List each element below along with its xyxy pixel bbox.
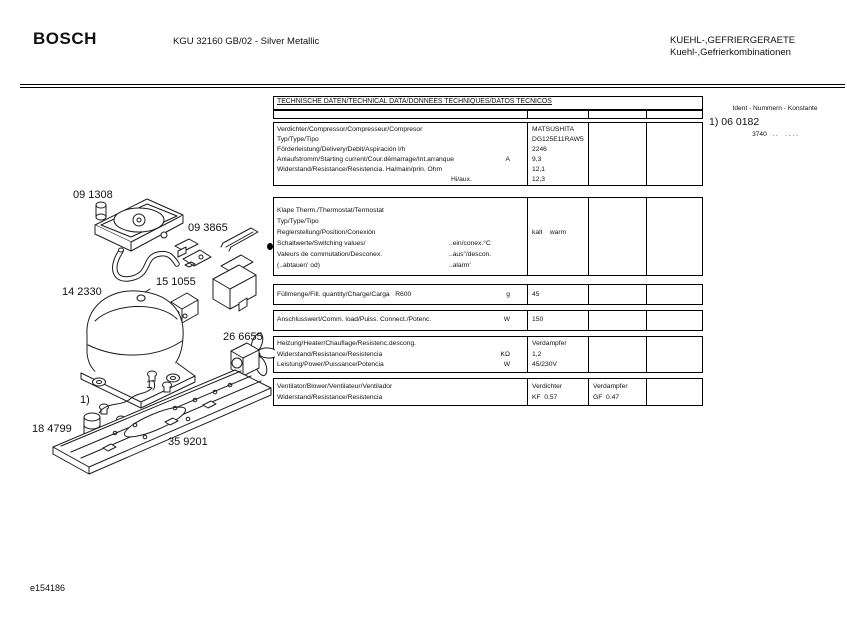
drain-hose-part	[115, 248, 177, 279]
value-column-2	[588, 123, 646, 185]
row-unit: g	[506, 291, 510, 298]
row-sublabel: ..ein/conex.°C	[449, 240, 491, 247]
row-label: Valeurs de commutation/Desconex.	[277, 251, 383, 258]
strip-label-cell	[274, 111, 527, 118]
value-column-1	[527, 198, 588, 275]
value-column-3	[646, 379, 702, 405]
part-label-fan: 26 6655	[223, 331, 263, 343]
value-cell: 9,3	[532, 156, 542, 163]
value-column-2	[588, 285, 646, 304]
row-label: Ventilator/Blower/Ventilateur/Ventilador	[277, 383, 393, 390]
value-cell: 2246	[532, 146, 547, 153]
value-cell: Verdampfer	[593, 383, 628, 390]
value-column-3	[646, 123, 702, 185]
value-cell: KF 0.57	[532, 394, 558, 401]
part-label-compressor: 14 2330	[62, 286, 102, 298]
row-label: Leistung/Power/Puissance/Potencia	[277, 361, 384, 368]
value-cell: 45/230V	[532, 361, 557, 368]
table-block-filling-quantity	[273, 284, 703, 305]
label-column	[274, 285, 527, 304]
model-title: KGU 32160 GB/02 - Silver Metallic	[173, 36, 320, 47]
value-column-2	[588, 198, 646, 275]
drip-tray-part	[95, 199, 183, 251]
value-cell: 150	[532, 316, 544, 323]
part-label-rail: 35 9201	[168, 436, 208, 448]
ident-number: 3740 . . . . . .	[752, 130, 798, 138]
table-block-compressor	[273, 122, 703, 186]
part-label-drip-tray: 09 1308	[73, 189, 113, 201]
row-label: Widerstand/Resistance/Resistencia	[277, 350, 383, 358]
row-label: Typ/Type/Tipo	[277, 218, 319, 225]
row-unit: A	[505, 156, 510, 163]
value-column-1	[527, 311, 588, 330]
row-label: Hi/aux.	[451, 176, 472, 183]
part-label-relay: 15 1055	[156, 276, 196, 288]
bosch-logo: BOSCH	[33, 29, 97, 48]
part-label-hose: 09 3865	[188, 222, 228, 234]
strip-cell-1	[527, 111, 588, 118]
value-cell: Verdampfer	[532, 340, 567, 347]
row-label: Widerstand/Resistance/Resistencia	[277, 394, 383, 401]
table-block-connected-load	[273, 310, 703, 331]
hose-connector-parts	[175, 239, 211, 267]
row-label: (..abtauen' od)	[277, 262, 320, 269]
part-label-capacitor: 18 4799	[32, 423, 72, 435]
table-block-thermostat	[273, 197, 703, 276]
value-column-3	[646, 311, 702, 330]
category-line-1: KUEHL-,GEFRIERGERAETE	[670, 35, 796, 46]
ident-label: Ident - Nummern - Konstante	[732, 105, 818, 112]
value-cell: 1,2	[532, 350, 542, 358]
row-sublabel: ..alarm'	[449, 262, 471, 269]
strip-cell-2	[588, 111, 646, 118]
row-label: Klape Therm./Thermostat/Termostat	[277, 207, 384, 214]
row-label: Verdichter/Compressor/Compresseur/Compresor	[277, 126, 423, 133]
row-unit: W	[503, 316, 510, 323]
table-block-fan	[273, 378, 703, 406]
value-cell: MATSUSHITA	[532, 126, 575, 133]
value-column-1	[527, 379, 588, 405]
row-label: Förderleistung/Delivery/Debit/Aspiración l/h	[277, 146, 406, 153]
value-cell: 45	[532, 291, 540, 298]
relay-cover-part	[213, 255, 256, 311]
table-title: TECHNISCHE DATEN/TECHNICAL DATA/DONNEES TECHNIQUES/DATOS TECNICOS	[277, 98, 552, 105]
row-label: Heizung/Heater/Chauflage/Resistenc.descong.	[277, 340, 417, 347]
table-block-heater	[273, 336, 703, 373]
label-column	[274, 123, 527, 185]
label-column	[274, 198, 527, 275]
category-heading	[670, 35, 795, 59]
table-header-strip	[273, 110, 703, 119]
document-code: e154186	[30, 583, 66, 593]
part-ref-grommet-2: 1)	[80, 394, 90, 406]
row-label: Widerstand/Resistance/Resistencia. Ha/main/prin. Ohm	[277, 166, 443, 173]
table-title-row	[273, 96, 703, 110]
value-cell: 12,3	[532, 176, 546, 183]
label-column	[274, 379, 527, 405]
value-column-2	[588, 337, 646, 372]
category-line-2: Kuehl-,Gefrierkombinationen	[670, 47, 791, 58]
value-cell: kalt warm	[532, 229, 567, 236]
row-unit: KΩ	[500, 350, 510, 358]
reference-note: 1) 06 0182	[709, 116, 760, 128]
value-cell: GF 0.47	[593, 394, 620, 401]
value-column-1	[527, 123, 588, 185]
value-column-3	[646, 337, 702, 372]
value-cell: DG125E11RAW5	[532, 136, 584, 143]
row-unit: W	[503, 361, 510, 368]
strip-cell-3	[646, 111, 702, 118]
value-column-1	[527, 337, 588, 372]
value-cell: Verdichter	[532, 383, 563, 390]
row-label: Anlaufstromm/Starting current/Cour.démarrage/Int.arranque	[277, 156, 454, 163]
row-label: Anschlusswert/Comm. load/Puiss. Connect./Potenc.	[277, 316, 432, 323]
row-label: Füllmenge/Fill. quantity/Charge/Carga R600	[277, 291, 412, 298]
value-column-2	[588, 311, 646, 330]
row-sublabel: ..aus"/descon.	[449, 251, 492, 258]
value-column-1	[527, 285, 588, 304]
value-column-3	[646, 198, 702, 275]
label-column	[274, 337, 527, 372]
part-ref-grommet-1: 1)	[146, 379, 156, 391]
value-column-2	[588, 379, 646, 405]
row-label: Typ/Type/Tipo	[277, 136, 319, 143]
value-column-3	[646, 285, 702, 304]
row-label: Schaltwerte/Switching values/	[277, 240, 366, 247]
row-label: Reglerstellung/Position/Conexión	[277, 229, 376, 236]
label-column	[274, 311, 527, 330]
value-cell: 12,1	[532, 166, 546, 173]
